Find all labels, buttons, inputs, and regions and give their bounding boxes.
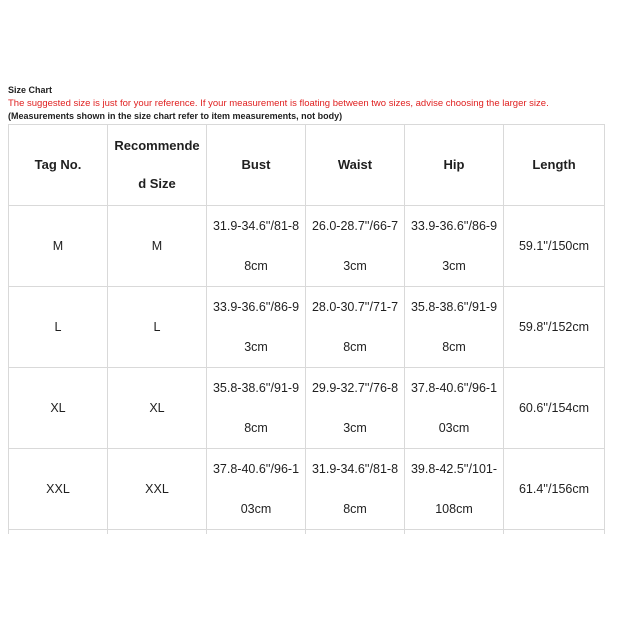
size-chart-header (8, 84, 618, 123)
size-table (8, 124, 605, 534)
cell-hip: 37.8-40.6''/96-103cm (405, 368, 504, 449)
table-header-row (9, 125, 605, 206)
table-row-truncated (9, 530, 605, 535)
cell-length: 59.1''/150cm (504, 206, 605, 287)
cell-length: 59.8''/152cm (504, 287, 605, 368)
size-chart-title: Size Chart (8, 85, 53, 95)
cell-tag-no: XL (9, 368, 108, 449)
header-hip: Hip (405, 125, 504, 206)
cell-hip: 33.9-36.6''/86-93cm (405, 206, 504, 287)
header-recommended-size: Recommended Size (108, 125, 207, 206)
measurement-note: (Measurements shown in the size chart refer to item measurements, not body) (8, 111, 343, 121)
cell-recommended-size: XL (108, 368, 207, 449)
cell-recommended-size: M (108, 206, 207, 287)
cell-tag-no: XXL (9, 449, 108, 530)
cell-recommended-size: L (108, 287, 207, 368)
cell-hip: 35.8-38.6''/91-98cm (405, 287, 504, 368)
table-row (9, 287, 605, 368)
cell-hip: 39.8-42.5''/101-108cm (405, 449, 504, 530)
header-tag-no: Tag No. (9, 125, 108, 206)
cell-bust: 37.8-40.6''/96-103cm (207, 449, 306, 530)
cell-tag-no: L (9, 287, 108, 368)
cell-length: 60.6''/154cm (504, 368, 605, 449)
cell-tag-no: M (9, 206, 108, 287)
cell-recommended-size: XXL (108, 449, 207, 530)
header-waist: Waist (306, 125, 405, 206)
cell-waist: 29.9-32.7''/76-83cm (306, 368, 405, 449)
table-row (9, 449, 605, 530)
table-row (9, 368, 605, 449)
cell-bust: 31.9-34.6''/81-88cm (207, 206, 306, 287)
size-advice-note: The suggested size is just for your reference. If your measurement is floating between two sizes, advise choosing the larger size. (8, 98, 549, 109)
cell-waist: 28.0-30.7''/71-78cm (306, 287, 405, 368)
cell-bust: 33.9-36.6''/86-93cm (207, 287, 306, 368)
cell-waist: 31.9-34.6''/81-88cm (306, 449, 405, 530)
header-length: Length (504, 125, 605, 206)
table-row (9, 206, 605, 287)
header-bust: Bust (207, 125, 306, 206)
cell-waist: 26.0-28.7''/66-73cm (306, 206, 405, 287)
cell-bust: 35.8-38.6''/91-98cm (207, 368, 306, 449)
cell-length: 61.4''/156cm (504, 449, 605, 530)
